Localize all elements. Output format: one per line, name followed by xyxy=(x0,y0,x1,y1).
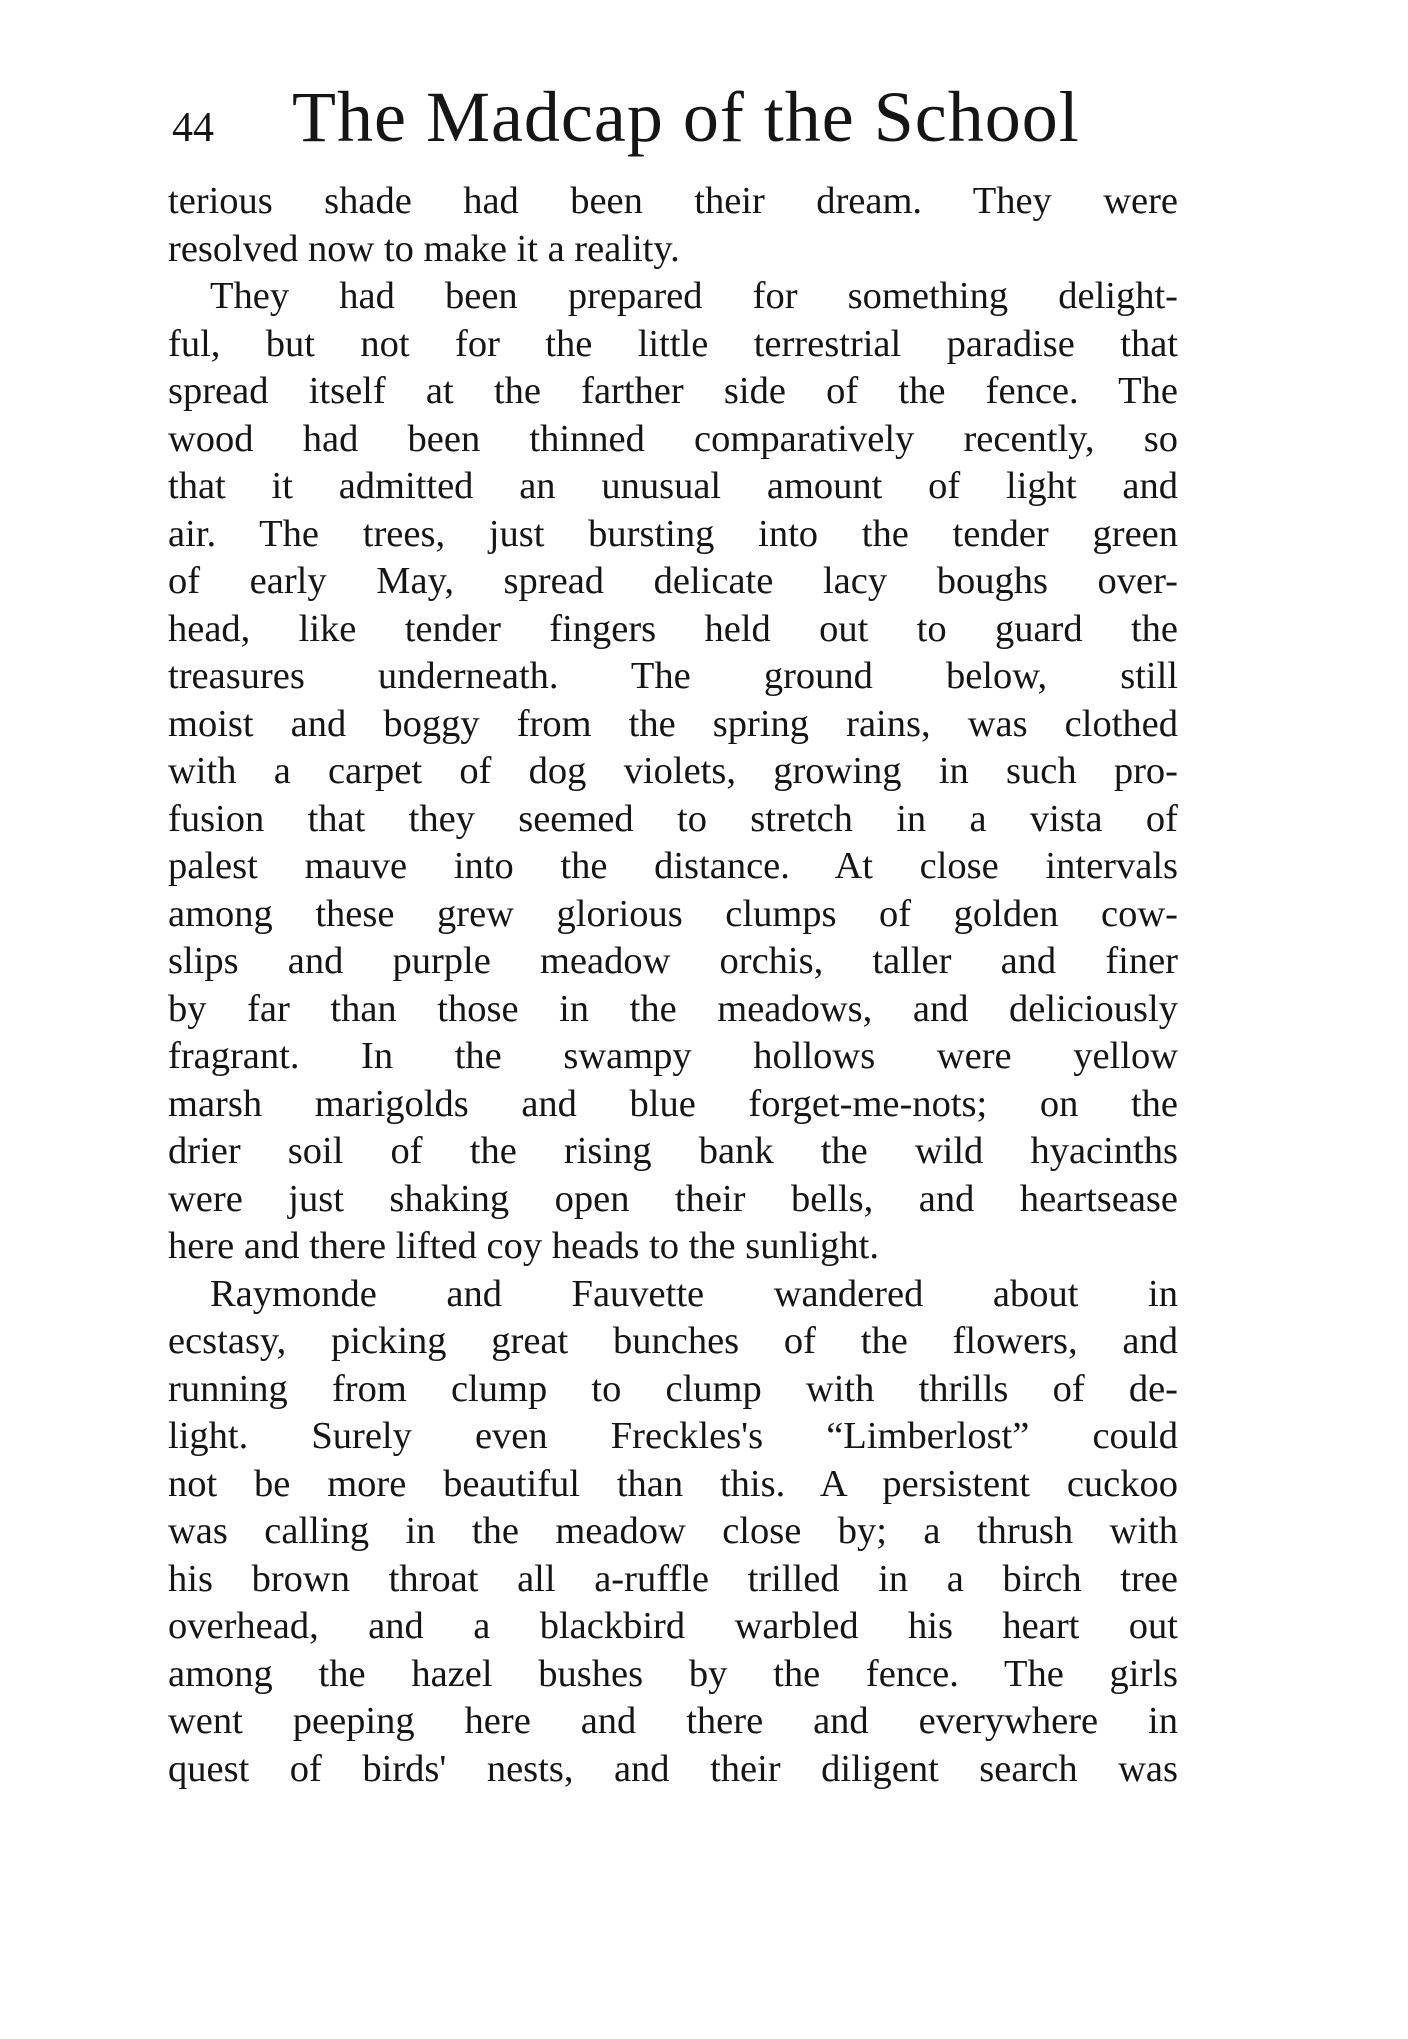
text-line: were just shaking open their bells, and heartsease xyxy=(168,1177,1178,1220)
text-line: overhead, and a blackbird warbled his heart out xyxy=(168,1605,1178,1647)
text-line: was calling in the meadow close by; a thrush with xyxy=(168,1510,1178,1552)
text-line: light. Surely even Freckles's “Limberlost” could xyxy=(168,1415,1178,1457)
text-line: moist and boggy from the spring rains, was clothed xyxy=(168,702,1178,745)
text-line: quest of birds' nests, and their diligent search was xyxy=(168,1747,1178,1790)
text-line: with a carpet of dog violets, growing in such pro- xyxy=(168,750,1178,792)
text-line: marsh marigolds and blue forget-me-nots; on the xyxy=(168,1082,1178,1125)
text-line: palest mauve into the distance. At close intervals xyxy=(168,845,1178,887)
text-line: terious shade had been their dream. They were xyxy=(168,180,1178,222)
paragraph-first-line: Raymonde and Fauvette wandered about in xyxy=(210,1272,1178,1315)
text-line: resolved now to make it a reality. xyxy=(168,227,680,270)
text-line: ecstasy, picking great bunches of the flowers, and xyxy=(168,1320,1178,1362)
text-line: air. The trees, just bursting into the tender green xyxy=(168,512,1178,555)
text-line: slips and purple meadow orchis, taller and finer xyxy=(168,940,1178,982)
text-line: drier soil of the rising bank the wild hyacinths xyxy=(168,1130,1178,1172)
running-title: The Madcap of the School xyxy=(292,77,1080,157)
text-line: went peeping here and there and everywhere in xyxy=(168,1700,1178,1742)
text-line: treasures underneath. The ground below, still xyxy=(168,655,1178,697)
text-line: head, like tender fingers held out to guard the xyxy=(168,607,1178,650)
text-line: among these grew glorious clumps of golden cow- xyxy=(168,892,1178,935)
text-line: running from clump to clump with thrills of de- xyxy=(168,1367,1178,1410)
text-line: not be more beautiful than this. A persistent cuckoo xyxy=(168,1462,1178,1505)
text-line: by far than those in the meadows, and deliciously xyxy=(168,987,1178,1030)
text-line: that it admitted an unusual amount of light and xyxy=(168,465,1178,507)
text-line: here and there lifted coy heads to the sunlight. xyxy=(168,1225,879,1267)
text-line: of early May, spread delicate lacy boughs over- xyxy=(168,560,1178,602)
text-line: fusion that they seemed to stretch in a vista of xyxy=(168,797,1178,840)
paragraph-first-line: They had been prepared for something delight- xyxy=(210,275,1178,317)
body-text xyxy=(168,178,1178,1793)
page-number: 44 xyxy=(172,105,214,151)
text-line: among the hazel bushes by the fence. The girls xyxy=(168,1652,1178,1695)
text-line: fragrant. In the swampy hollows were yellow xyxy=(168,1035,1178,1077)
running-head xyxy=(168,74,1178,164)
text-line: ful, but not for the little terrestrial paradise that xyxy=(168,322,1178,365)
text-line: wood had been thinned comparatively recently, so xyxy=(168,417,1178,460)
text-line: his brown throat all a-ruffle trilled in a birch tree xyxy=(168,1557,1178,1600)
text-line: spread itself at the farther side of the fence. The xyxy=(168,370,1178,412)
